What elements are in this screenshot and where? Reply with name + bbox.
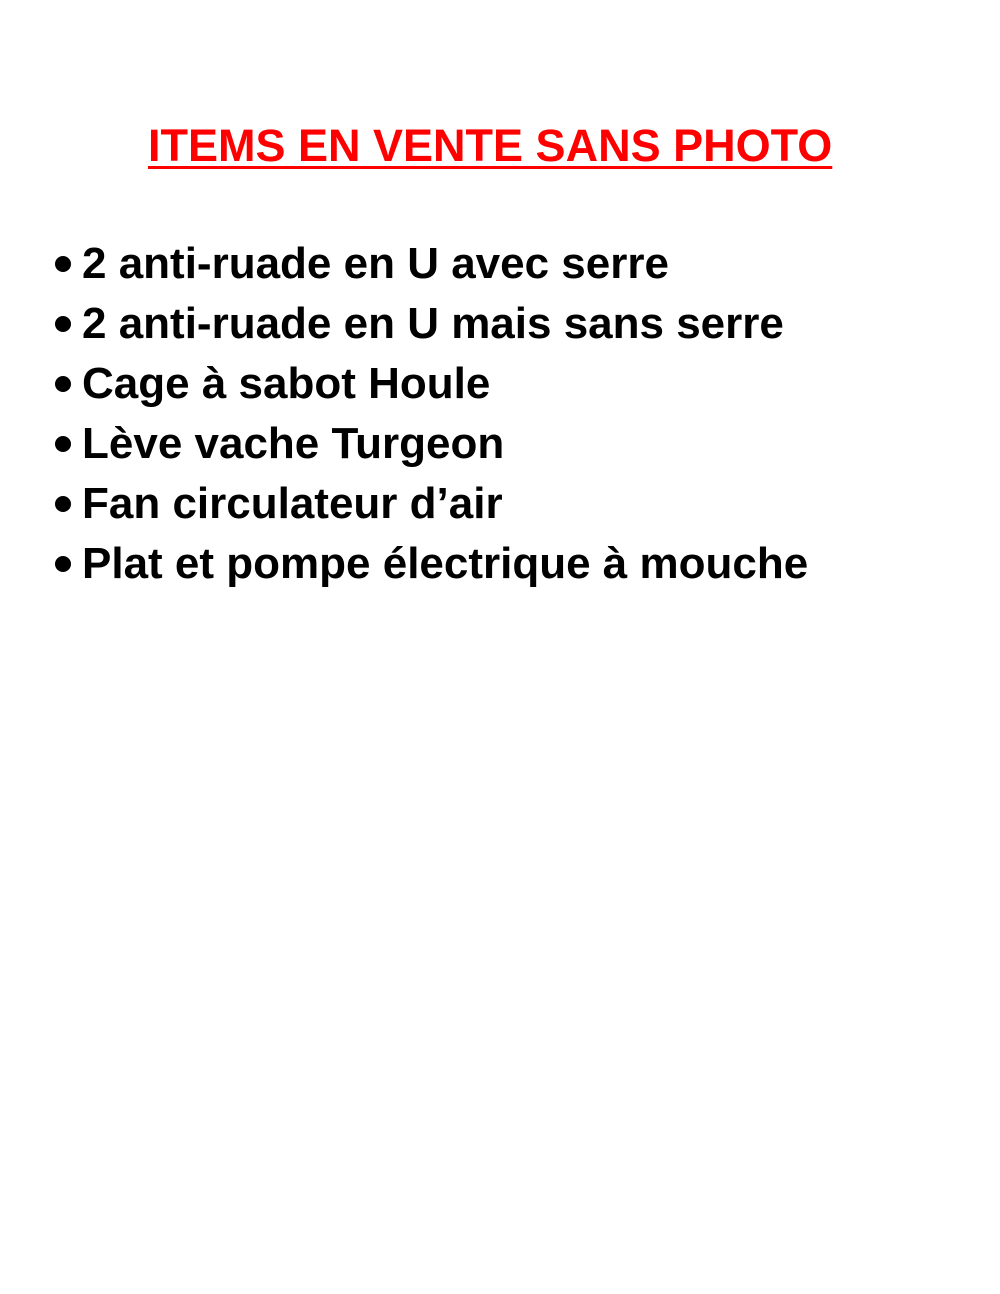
list-item [50,414,808,474]
bullet-dot-icon [55,316,71,332]
list-item-text: Lève vache Turgeon [82,419,505,468]
bullet-dot-icon [55,556,71,572]
bullet-dot-icon [55,436,71,452]
list-item [50,354,808,414]
list-item [50,474,808,534]
bullet-dot-icon [55,256,71,272]
list-item-text: 2 anti-ruade en U avec serre [82,239,669,288]
list-item-text: Plat et pompe électrique à mouche [82,539,809,588]
bullet-dot-icon [55,496,71,512]
list-item-text: 2 anti-ruade en U mais sans serre [82,299,784,348]
bullet-dot-icon [55,376,71,392]
list-item-text: Fan circulateur d’air [82,479,503,528]
list-item [50,234,808,294]
item-list [50,234,808,594]
page-title: ITEMS EN VENTE SANS PHOTO [148,120,833,171]
list-item [50,534,808,594]
list-item-text: Cage à sabot Houle [82,359,491,408]
list-item [50,294,808,354]
